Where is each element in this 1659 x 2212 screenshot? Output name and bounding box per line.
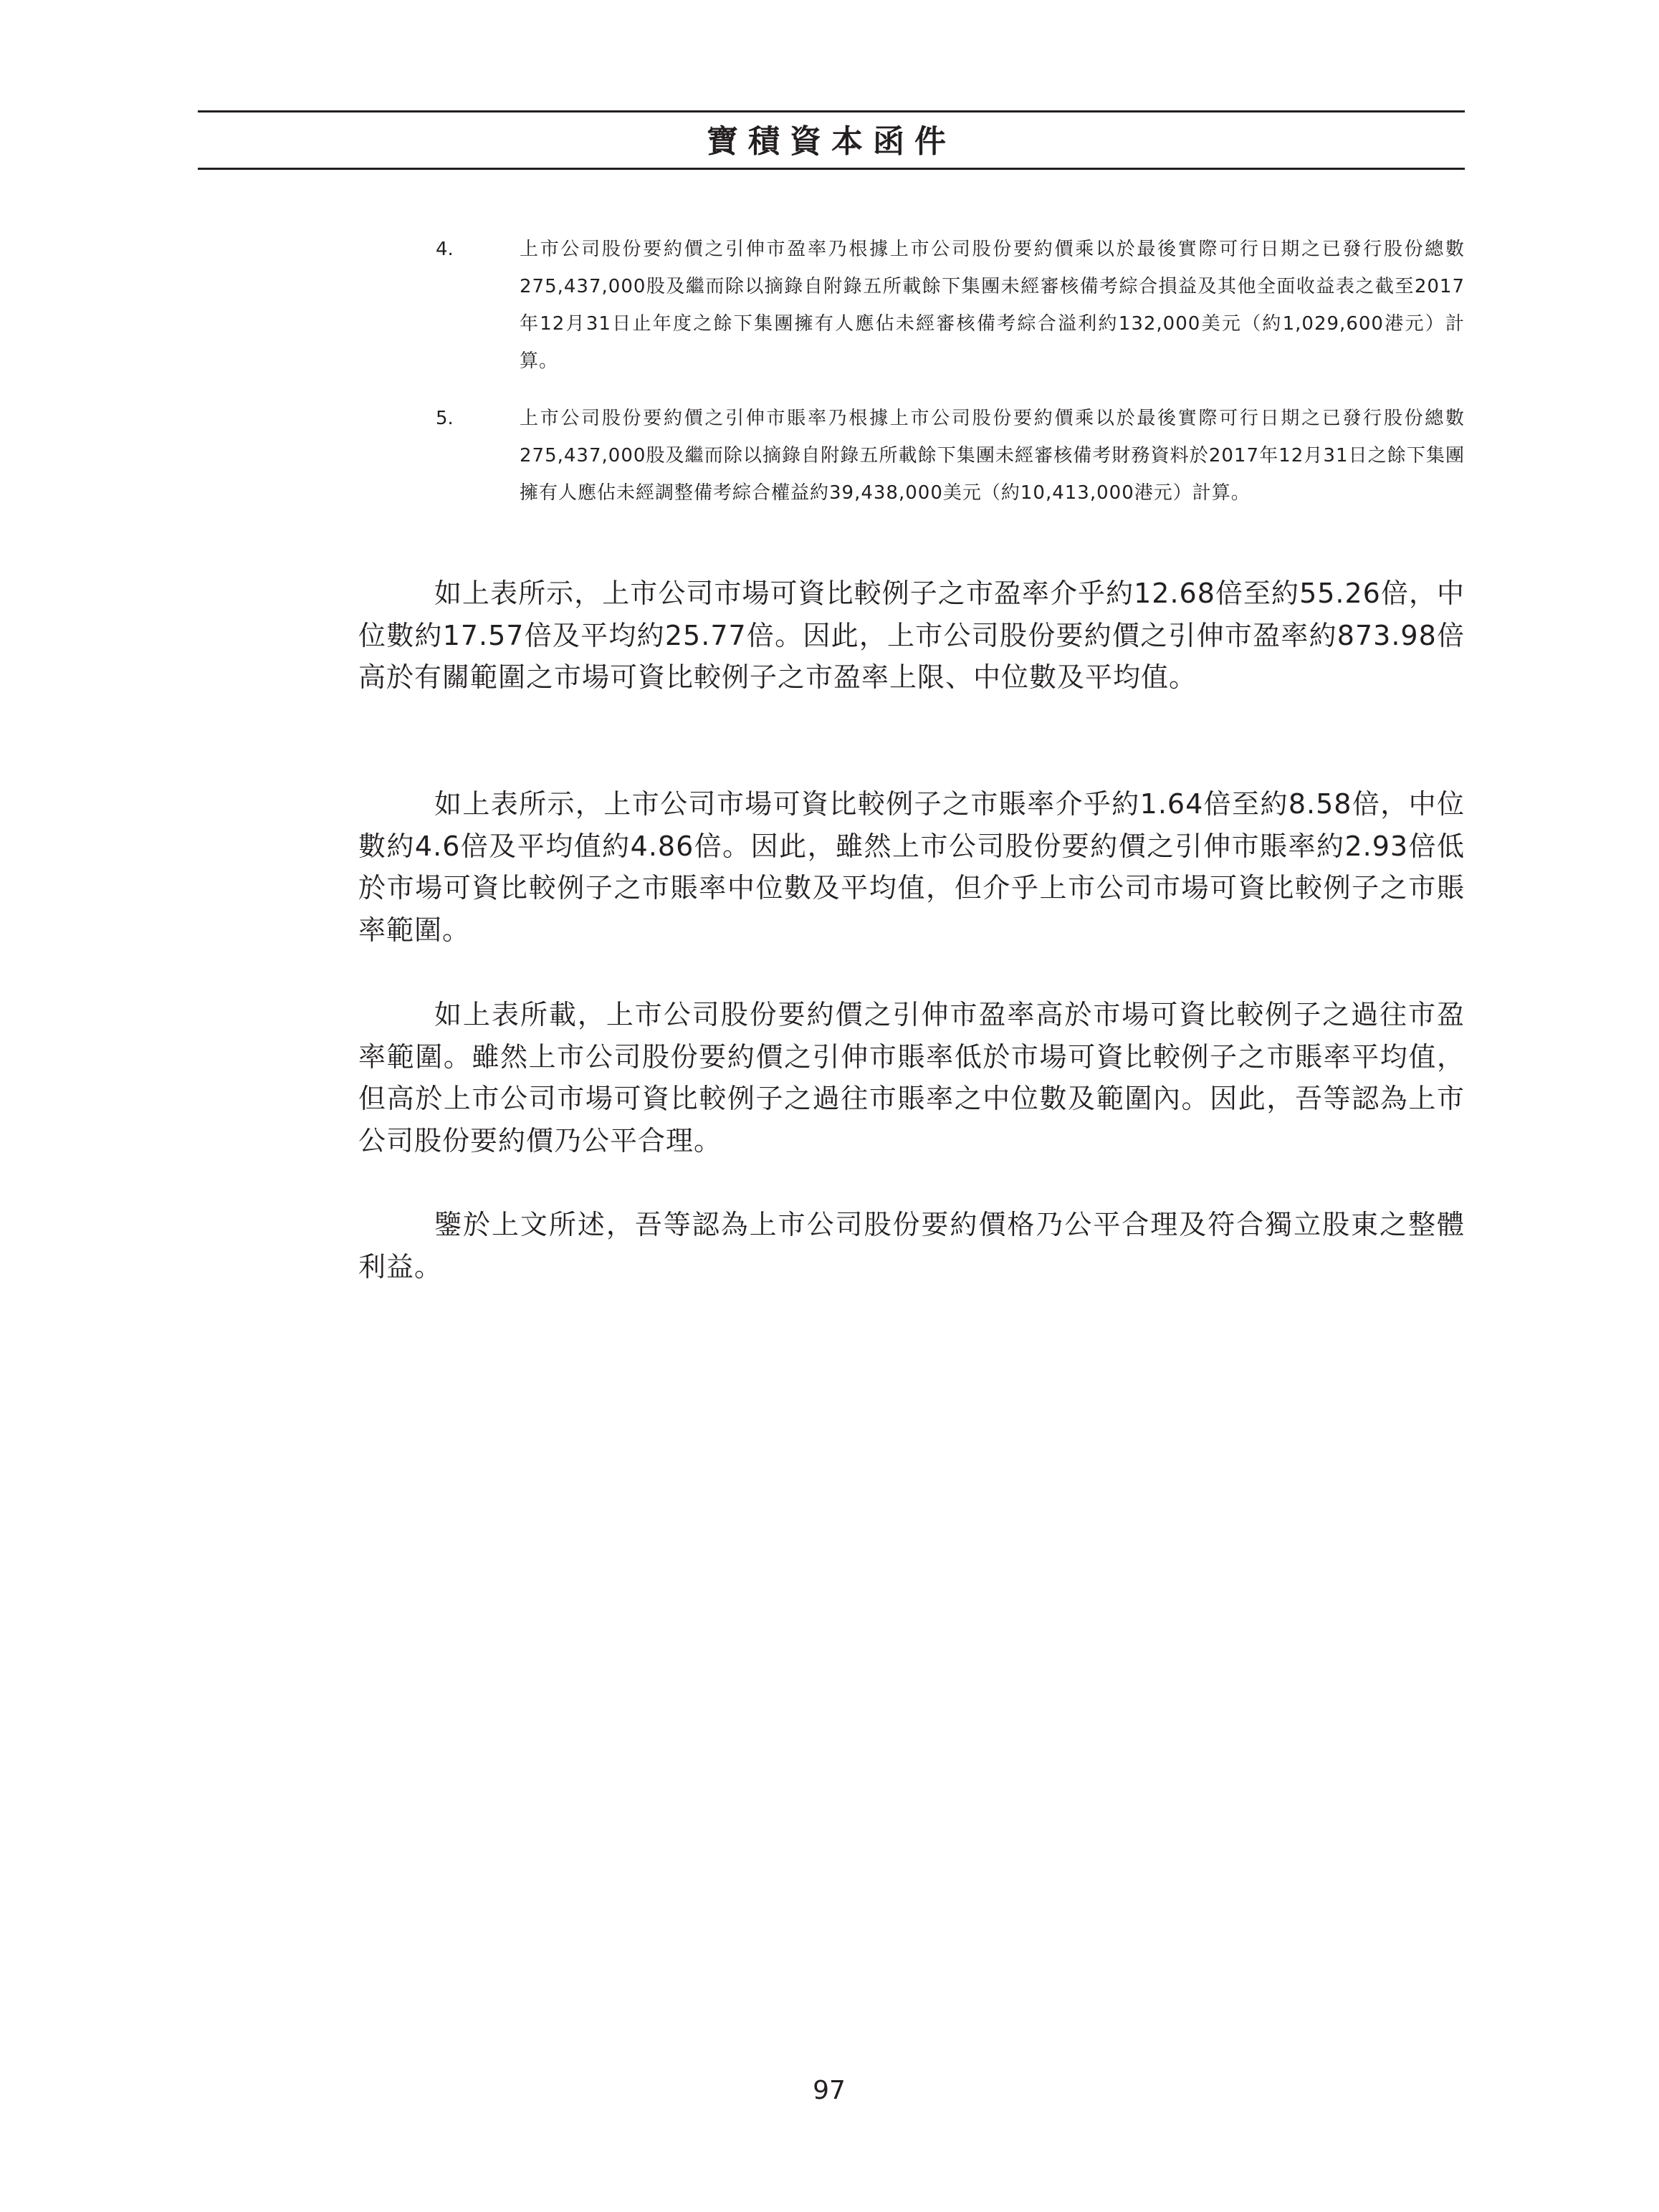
footnote-number: 4.: [436, 239, 454, 260]
header-top-rule: [198, 110, 1465, 112]
header-bottom-rule: [198, 168, 1465, 170]
footnote-number: 5.: [436, 408, 454, 429]
body-paragraph-pe-ratio: 如上表所示，上市公司市場可資比較例子之市盈率介乎約12.68倍至約55.26倍，中位數約17.57倍及平均約25.77倍。因此，上市公司股份要約價之引伸市盈率約873.98倍高於有關範圍之市場可資比較例子之市盈率上限、中位數及平均值。: [358, 578, 1465, 693]
page-header-title: 寶積資本函件: [707, 123, 956, 160]
footnote-text: 上市公司股份要約價之引伸市賬率乃根據上市公司股份要約價乘以於最後實際可行日期之已發行股份總數275,437,000股及繼而除以摘錄自附錄五所載餘下集團未經審核備考財務資料於2017年12月31日之餘下集團擁有人應佔未經調整備考綜合權益約39,438,000美元（約10,413,000港元）計算。: [520, 408, 1465, 504]
body-paragraph-conclusion: 鑒於上文所述，吾等認為上市公司股份要約價格乃公平合理及符合獨立股東之整體利益。: [358, 1209, 1465, 1283]
footnote-text: 上市公司股份要約價之引伸市盈率乃根據上市公司股份要約價乘以於最後實際可行日期之已發行股份總數275,437,000股及繼而除以摘錄自附錄五所載餘下集團未經審核備考綜合損益及其他全面收益表之截至2017年12月31日止年度之餘下集團擁有人應佔未經審核備考綜合溢利約132,000美元（約1,029,600港元）計算。: [520, 239, 1465, 372]
body-paragraph-pb-ratio: 如上表所示，上市公司市場可資比較例子之市賬率介乎約1.64倍至約8.58倍，中位數約4.6倍及平均值約4.86倍。因此，雖然上市公司股份要約價之引伸市賬率約2.93倍低於市場可資比較例子之市賬率中位數及平均值，但介乎上市公司市場可資比較例子之市賬率範圍。: [358, 788, 1465, 946]
body-paragraph-assessment: 如上表所載，上市公司股份要約價之引伸市盈率高於市場可資比較例子之過往市盈率範圍。雖然上市公司股份要約價之引伸市賬率低於市場可資比較例子之市賬率平均值，但高於上市公司市場可資比較例子之過往市賬率之中位數及範圍內。因此，吾等認為上市公司股份要約價乃公平合理。: [358, 999, 1465, 1157]
page-number: 97: [813, 2076, 846, 2105]
